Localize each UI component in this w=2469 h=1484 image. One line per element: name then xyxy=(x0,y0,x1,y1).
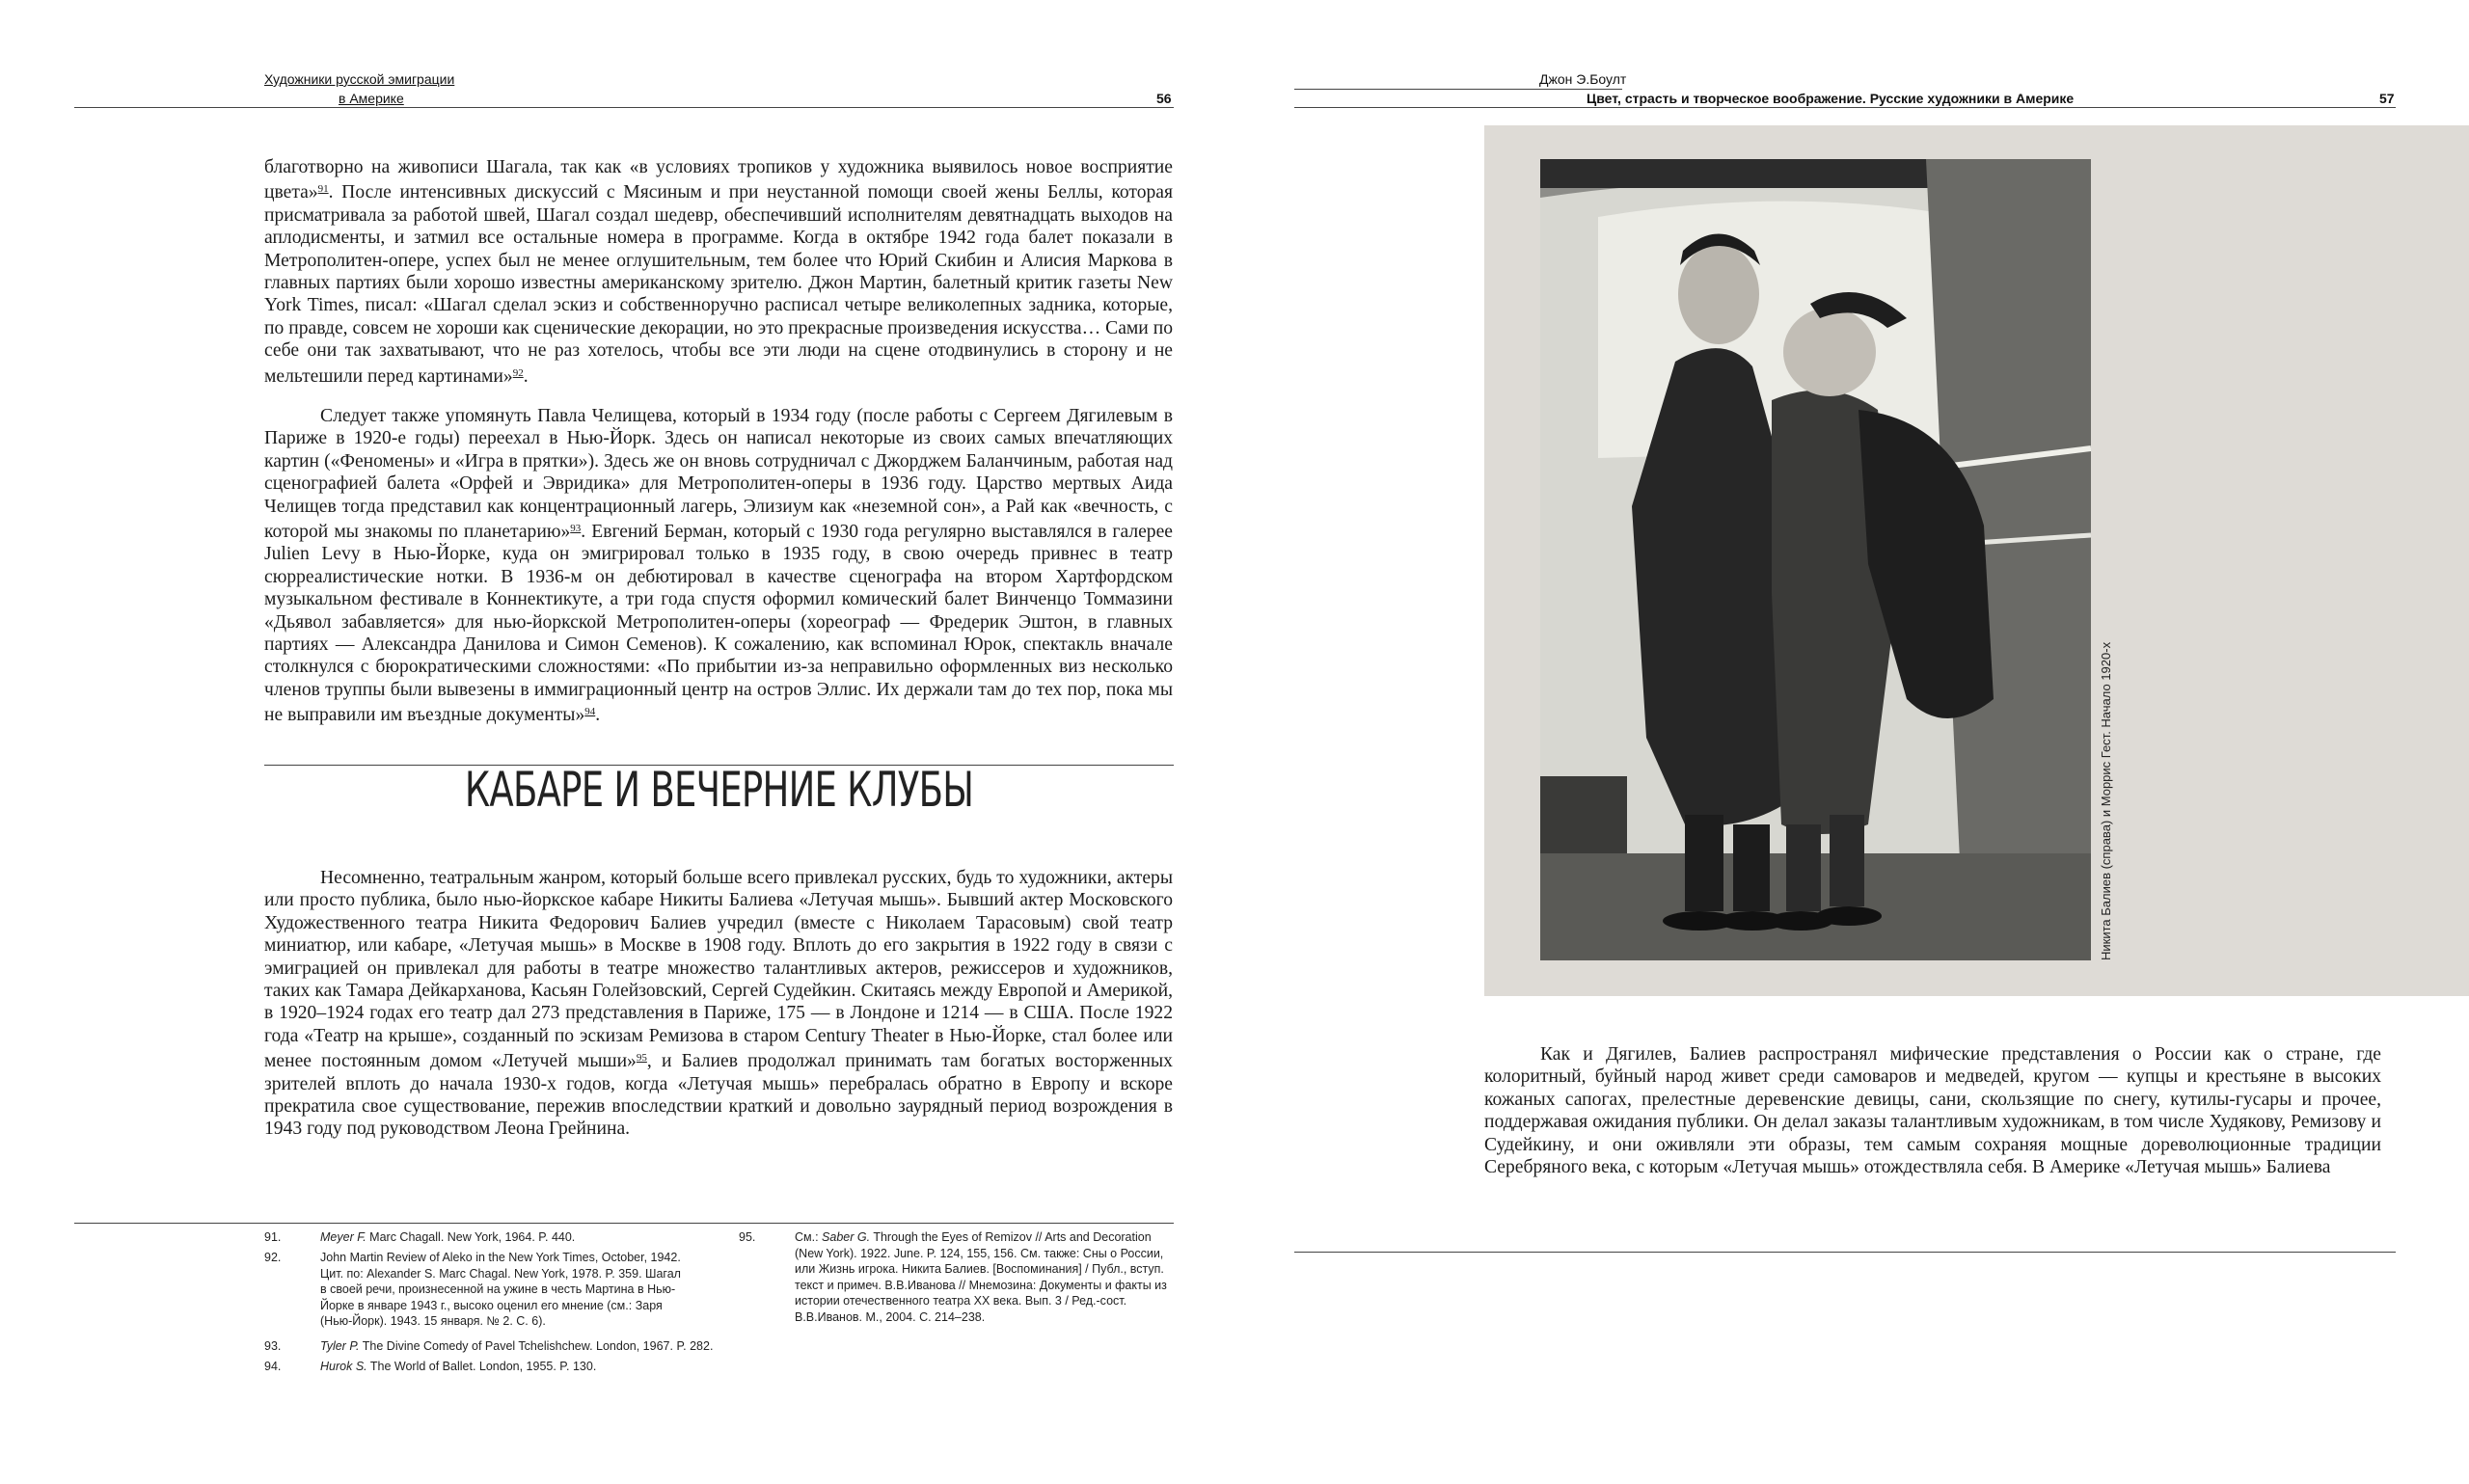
footnote-num: 94. xyxy=(264,1360,282,1373)
footnote-author: Hurok S. xyxy=(320,1360,367,1373)
left-header-rule xyxy=(74,107,1174,108)
footnote-text xyxy=(320,1359,596,1375)
left-p2-text: Следует также упомянуть Павла Челищева, который в 1934 году (после работы с Сергеем Дягилевым в Париже в 1920-е годы) переехал в Нью-Йорк. Здесь он написал некоторые из своих самых впечатляющих картин («Феномены» и «Игра в прятки»). Здесь же он вновь сотрудничал с Джорджем Баланчиным, работая над сценографией балета «Орфей и Эвридика» для Метрополитен-оперы в 1936 году. Царство мертвых Аида Челищев тогда представил как концентрационный лагерь, Элизиум как «неземной сон», а Рай как «вечность, с которой мы знакомы по планетарию» xyxy=(264,406,1173,543)
right-running-author: Джон Э.Боулт xyxy=(1539,71,1627,87)
footnote-ref-92[interactable]: 92 xyxy=(512,366,524,379)
left-paragraph-1 xyxy=(264,156,1173,388)
footnote-text xyxy=(795,1229,1175,1325)
footnote-author: Meyer F. xyxy=(320,1230,366,1244)
right-bottom-rule xyxy=(1294,1252,2396,1253)
left-body-block-1 xyxy=(264,156,1173,388)
left-running-title-line1: Художники русской эмиграции xyxy=(264,71,455,87)
footnote-num: 92. xyxy=(264,1251,282,1264)
footnote-num: 95. xyxy=(739,1230,756,1244)
section-heading: КАБАРЕ И ВЕЧЕРНИЕ КЛУБЫ xyxy=(464,762,974,818)
footnote-text xyxy=(320,1338,713,1355)
left-running-title-line2-wrap xyxy=(339,91,404,106)
footnote-92 xyxy=(264,1250,689,1336)
left-page-number: 56 xyxy=(1156,91,1172,106)
right-running-title: Цвет, страсть и творческое воображение. Русские художники в Америке xyxy=(1587,91,2075,106)
footnote-ref-94[interactable]: 94 xyxy=(584,706,596,718)
footnote-91 xyxy=(264,1229,689,1247)
left-running-title xyxy=(264,71,454,87)
footnote-body: John Martin Review of Aleko in the New York Times, October, 1942. Цит. по: Alexander S. Marc Chagal. New York, 1978. P. 359. Шагал в своей речи, произнесенной на ужине в честь Мартина в Нью-Йорке в январе 1943 г., высоко оценил его мнение (см.: Заря (Нью-Йорк). 1943. 15 января. № 2. С. 6). xyxy=(320,1251,681,1328)
left-p3-text: Несомненно, театральным жанром, который больше всего привлекал русских, будь то художники, актеры или просто публика, было нью-йоркское кабаре Никиты Балиева «Летучая мышь». Бывший актер Московского Художественного театра Никита Федорович Балиев учредил (вместе с Николаем Тарасовым) свой театр миниатюр, или кабаре, «Летучая мышь» в Москве в 1908 году. Вплоть до его закрытия в 1922 году в связи с эмиграцией он привлекал для работы в театре множество талантливых актеров, режиссеров и художников, таких как Тамара Дейкарханова, Касьян Голейзовский, Сергей Судейкин. Скитаясь между Европой и Америкой, в 1920–1924 годах его театр дал 273 представления в Париже, 175 — в Лондоне и 1214 — в США. После 1922 года «Театр на крыше», созданный по эскизам Ремизова в старом Century Theater в Нью-Йорке, стал более или менее постоянным домом «Летучей мыши» xyxy=(264,868,1173,1072)
left-p1-cont: . После интенсивных дискуссий с Мясиным и при неустанной помощи своей жены Беллы, которая присматривала за работой швей, Шагал создал шедевр, обеспечивший исполнителям девятнадцать выходов на аплодисменты, и затмил все остальные номера в программе. Когда в октябре 1942 года балет показали в Метрополитен-опере, успех был не менее оглушительным, тем более что Юрий Скибин и Алисия Маркова в главных партиях были хорошо известны американскому зрителю. Джон Мартин, балетный критик газеты New York Times, писал: «Шагал сделал эскиз и собственноручно расписал четыре великолепных задника, которые, по правде, совсем не хороши как сценические декорации, но это прекрасные произведения искусства… Сами по себе они так захватывают, что не раз хотелось, чтобы все эти люди на сцене отодвинулись в сторону и не мельтешили перед картинами» xyxy=(264,182,1173,387)
left-body-block-2 xyxy=(264,405,1173,727)
footnote-body: The Divine Comedy of Pavel Tchelishchew. London, 1967. P. 282. xyxy=(359,1339,714,1353)
left-p1-text: благотворно на живописи Шагала, так как «в условиях тропиков у художника выявилось новое восприятие цвета» xyxy=(264,157,1173,203)
left-p1-end: . xyxy=(523,365,529,387)
right-page-number: 57 xyxy=(2379,91,2395,106)
footnote-ref-91[interactable]: 91 xyxy=(317,183,329,196)
footnote-body: The World of Ballet. London, 1955. P. 130. xyxy=(366,1360,597,1373)
footnote-author: Saber G. xyxy=(822,1230,871,1244)
right-body-block-1 xyxy=(1484,1043,2381,1178)
footnote-text xyxy=(320,1229,575,1246)
right-paragraph-1: Как и Дягилев, Балиев распространял мифические представления о России как о стране, где колоритный, буйный народ живет среди самоваров и медведей, кругом — купцы и крестьяне в высоких кожаных сапогах, прелестные деревенские девицы, сани, скользящие по снегу, кутилы-гусары и прочее, поддержавая ожидания публики. Он делал заказы талантливым художникам, в том числе Худякову, Ремизову и Судейкину, и они оживляли эти образы, тем самым сохраняя мощные дореволюционные традиции Серебряного века, с которым «Летучая мышь» отождествляла себя. В Америке «Летучая мышь» Балиева xyxy=(1484,1044,2381,1178)
footnote-93 xyxy=(264,1338,714,1356)
footnote-num: 91. xyxy=(264,1230,282,1244)
left-paragraph-2 xyxy=(264,405,1173,727)
right-header-rule-top xyxy=(1294,89,1622,90)
footnote-body: Through the Eyes of Remizov // Arts and Decoration (New York). 1922. June. P. 124, 155, 156. См. также: Сны о России, или Жизнь игрока. Никита Балиев. [Воспоминания] / Публ., вступ. текст и примеч. В.В.Иванова // Мнемозина: Документы и факты из истории отечественного театра XX века. Вып. 3 / Ред.-сост. В.В.Иванов. М., 2004. С. 214–238. xyxy=(795,1230,1167,1324)
footnotes-rule xyxy=(74,1223,1174,1224)
left-p3-cont: , и Балиев продолжал принимать там богатых восторженных зрителей вплоть до начала 1930-х годов, когда «Летучая мышь» перебралась обратно в Европу и вскоре прекратила свое существование, пережив впоследствии краткий и довольно заурядный период возрождения в 1943 году под руководством Леона Грейнина. xyxy=(264,1051,1173,1140)
footnote-prefix: См.: xyxy=(795,1230,823,1244)
footnote-author: Tyler P. xyxy=(320,1339,360,1353)
footnote-num: 93. xyxy=(264,1339,282,1353)
left-running-title-line2: в Америке xyxy=(339,91,404,106)
footnote-body: Marc Chagall. New York, 1964. P. 440. xyxy=(366,1230,576,1244)
footnote-ref-95[interactable]: 95 xyxy=(636,1052,647,1065)
left-paragraph-3 xyxy=(264,867,1173,1141)
historical-photograph xyxy=(1540,159,2091,960)
photo-caption: Никита Балиев (справа) и Моррис Гест. Начало 1920-х xyxy=(2099,641,2113,960)
left-p2-cont: . Евгений Берман, который с 1930 года регулярно выставлялся в галерее Julien Levy в Нью-Йорке, куда он эмигрировал только в 1935 году, в свою очередь привнес в театр сюрреалистические нотки. В 1936-м он дебютировал в качестве сценографа на втором Хартфордском музыкальном фестивале в Коннектикуте, а три года спустя оформил комический балет Винченцо Томмазини «Дьявол забавляется» для нью-йоркской Метрополитен-оперы (хореограф — Фредерик Эштон, в главных партиях — Александра Данилова и Симон Семенов). К сожалению, как вспоминал Юрок, спектакль вначале столкнулся с бюрократическими сложностями: «По прибытии из-за неправильно оформленных виз несколько членов труппы были вывезены в иммиграционный центр на остров Эллис. Их держали там до тех пор, пока мы не выправили им въездные документы» xyxy=(264,522,1173,726)
left-body-block-3 xyxy=(264,867,1173,1141)
photo-illustration xyxy=(1540,159,2091,960)
footnote-94 xyxy=(264,1359,689,1376)
footnote-95 xyxy=(739,1229,1175,1336)
right-header-rule xyxy=(1294,107,2396,108)
left-p2-end: . xyxy=(595,705,601,726)
footnote-ref-93[interactable]: 93 xyxy=(570,523,582,535)
